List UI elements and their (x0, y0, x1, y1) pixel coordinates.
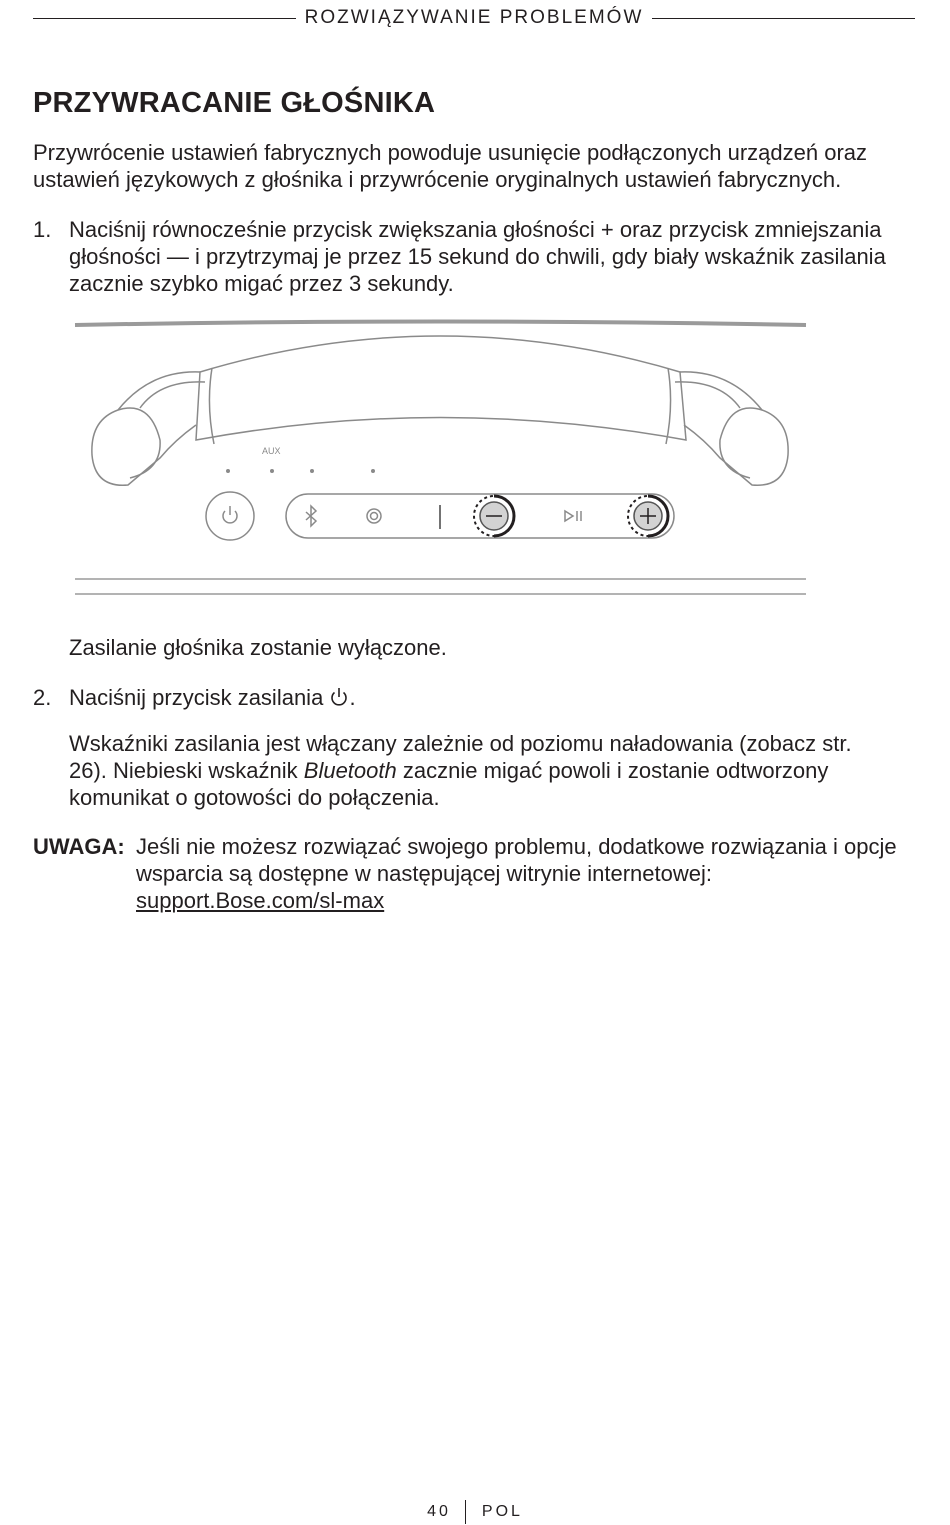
indicator-dot (226, 469, 230, 473)
intro-paragraph: Przywrócenie ustawień fabrycznych powoduje usunięcie podłączonych urządzeń oraz ustawień językowych z głośnika i przywrócenie oryginalnych ustawień fabrycznych. (33, 140, 868, 192)
power-icon (223, 506, 237, 523)
page-title: PRZYWRACANIE GŁOŚNIKA (33, 87, 436, 119)
left-loop-line (140, 382, 205, 408)
right-loop-line (675, 382, 740, 408)
minus-symbol: — (166, 244, 189, 269)
header-rule-right (652, 18, 915, 19)
power-icon (329, 686, 349, 708)
section-title: ROZWIĄZYWANIE PROBLEMÓW (304, 7, 644, 28)
footer-separator (465, 1500, 466, 1524)
right-handle-loop (680, 372, 788, 485)
note-text: Jeśli nie możesz rozwiązać swojego problemu, dodatkowe rozwiązania i opcje wsparcia są dostępne w następującej witrynie internetowej: support.Bose.com/sl-max (136, 834, 897, 913)
support-link[interactable]: support.Bose.com/sl-max (136, 888, 385, 913)
indicator-dot (310, 469, 314, 473)
step-1 (33, 216, 893, 297)
page-number: 40 (427, 1503, 451, 1520)
speaker-handle (196, 336, 686, 440)
bluetooth-term: Bluetooth (303, 758, 397, 783)
step-1-result: Zasilanie głośnika zostanie wyłączone. (69, 635, 447, 660)
header-rule-left (33, 18, 296, 19)
right-loop-inner (720, 408, 762, 478)
play-pause-icon (565, 511, 581, 521)
note-label: UWAGA: (33, 834, 125, 859)
speaker-top-edge (75, 322, 806, 326)
power-button-outline (206, 492, 254, 540)
indicator-dot (371, 469, 375, 473)
speaker-illustration (60, 310, 820, 605)
plus-symbol: + (600, 217, 614, 242)
step-number: 1. (33, 217, 52, 242)
bluetooth-icon (306, 506, 316, 526)
indicator-dot (270, 469, 274, 473)
page-footer (0, 1499, 950, 1525)
step-text: Naciśnij równocześnie przycisk zwiększania głośności + oraz przycisk zmniejszania głośności — i przytrzymaj je przez 15 sekund do chwili, gdy biały wskaźnik zasilania zacznie szybko migać przez 3 sekundy. (69, 217, 886, 296)
step-text: Naciśnij przycisk zasilania . (69, 685, 356, 710)
language-code: POL (481, 1503, 523, 1520)
step-2-result: Wskaźniki zasilania jest włączany zależnie od poziomu naładowania (zobacz str. 26). Niebieski wskaźnik Bluetooth zacznie migać powoli i zostanie odtworzony komunikat o gotowości do połączenia. (69, 731, 852, 810)
note-block (33, 833, 913, 914)
left-loop-inner (118, 408, 160, 478)
left-handle-loop (92, 372, 200, 485)
step-2 (33, 684, 893, 711)
section-header (33, 6, 915, 30)
action-icon (367, 509, 381, 523)
aux-label: AUX (262, 446, 281, 456)
step-number: 2. (33, 685, 52, 710)
